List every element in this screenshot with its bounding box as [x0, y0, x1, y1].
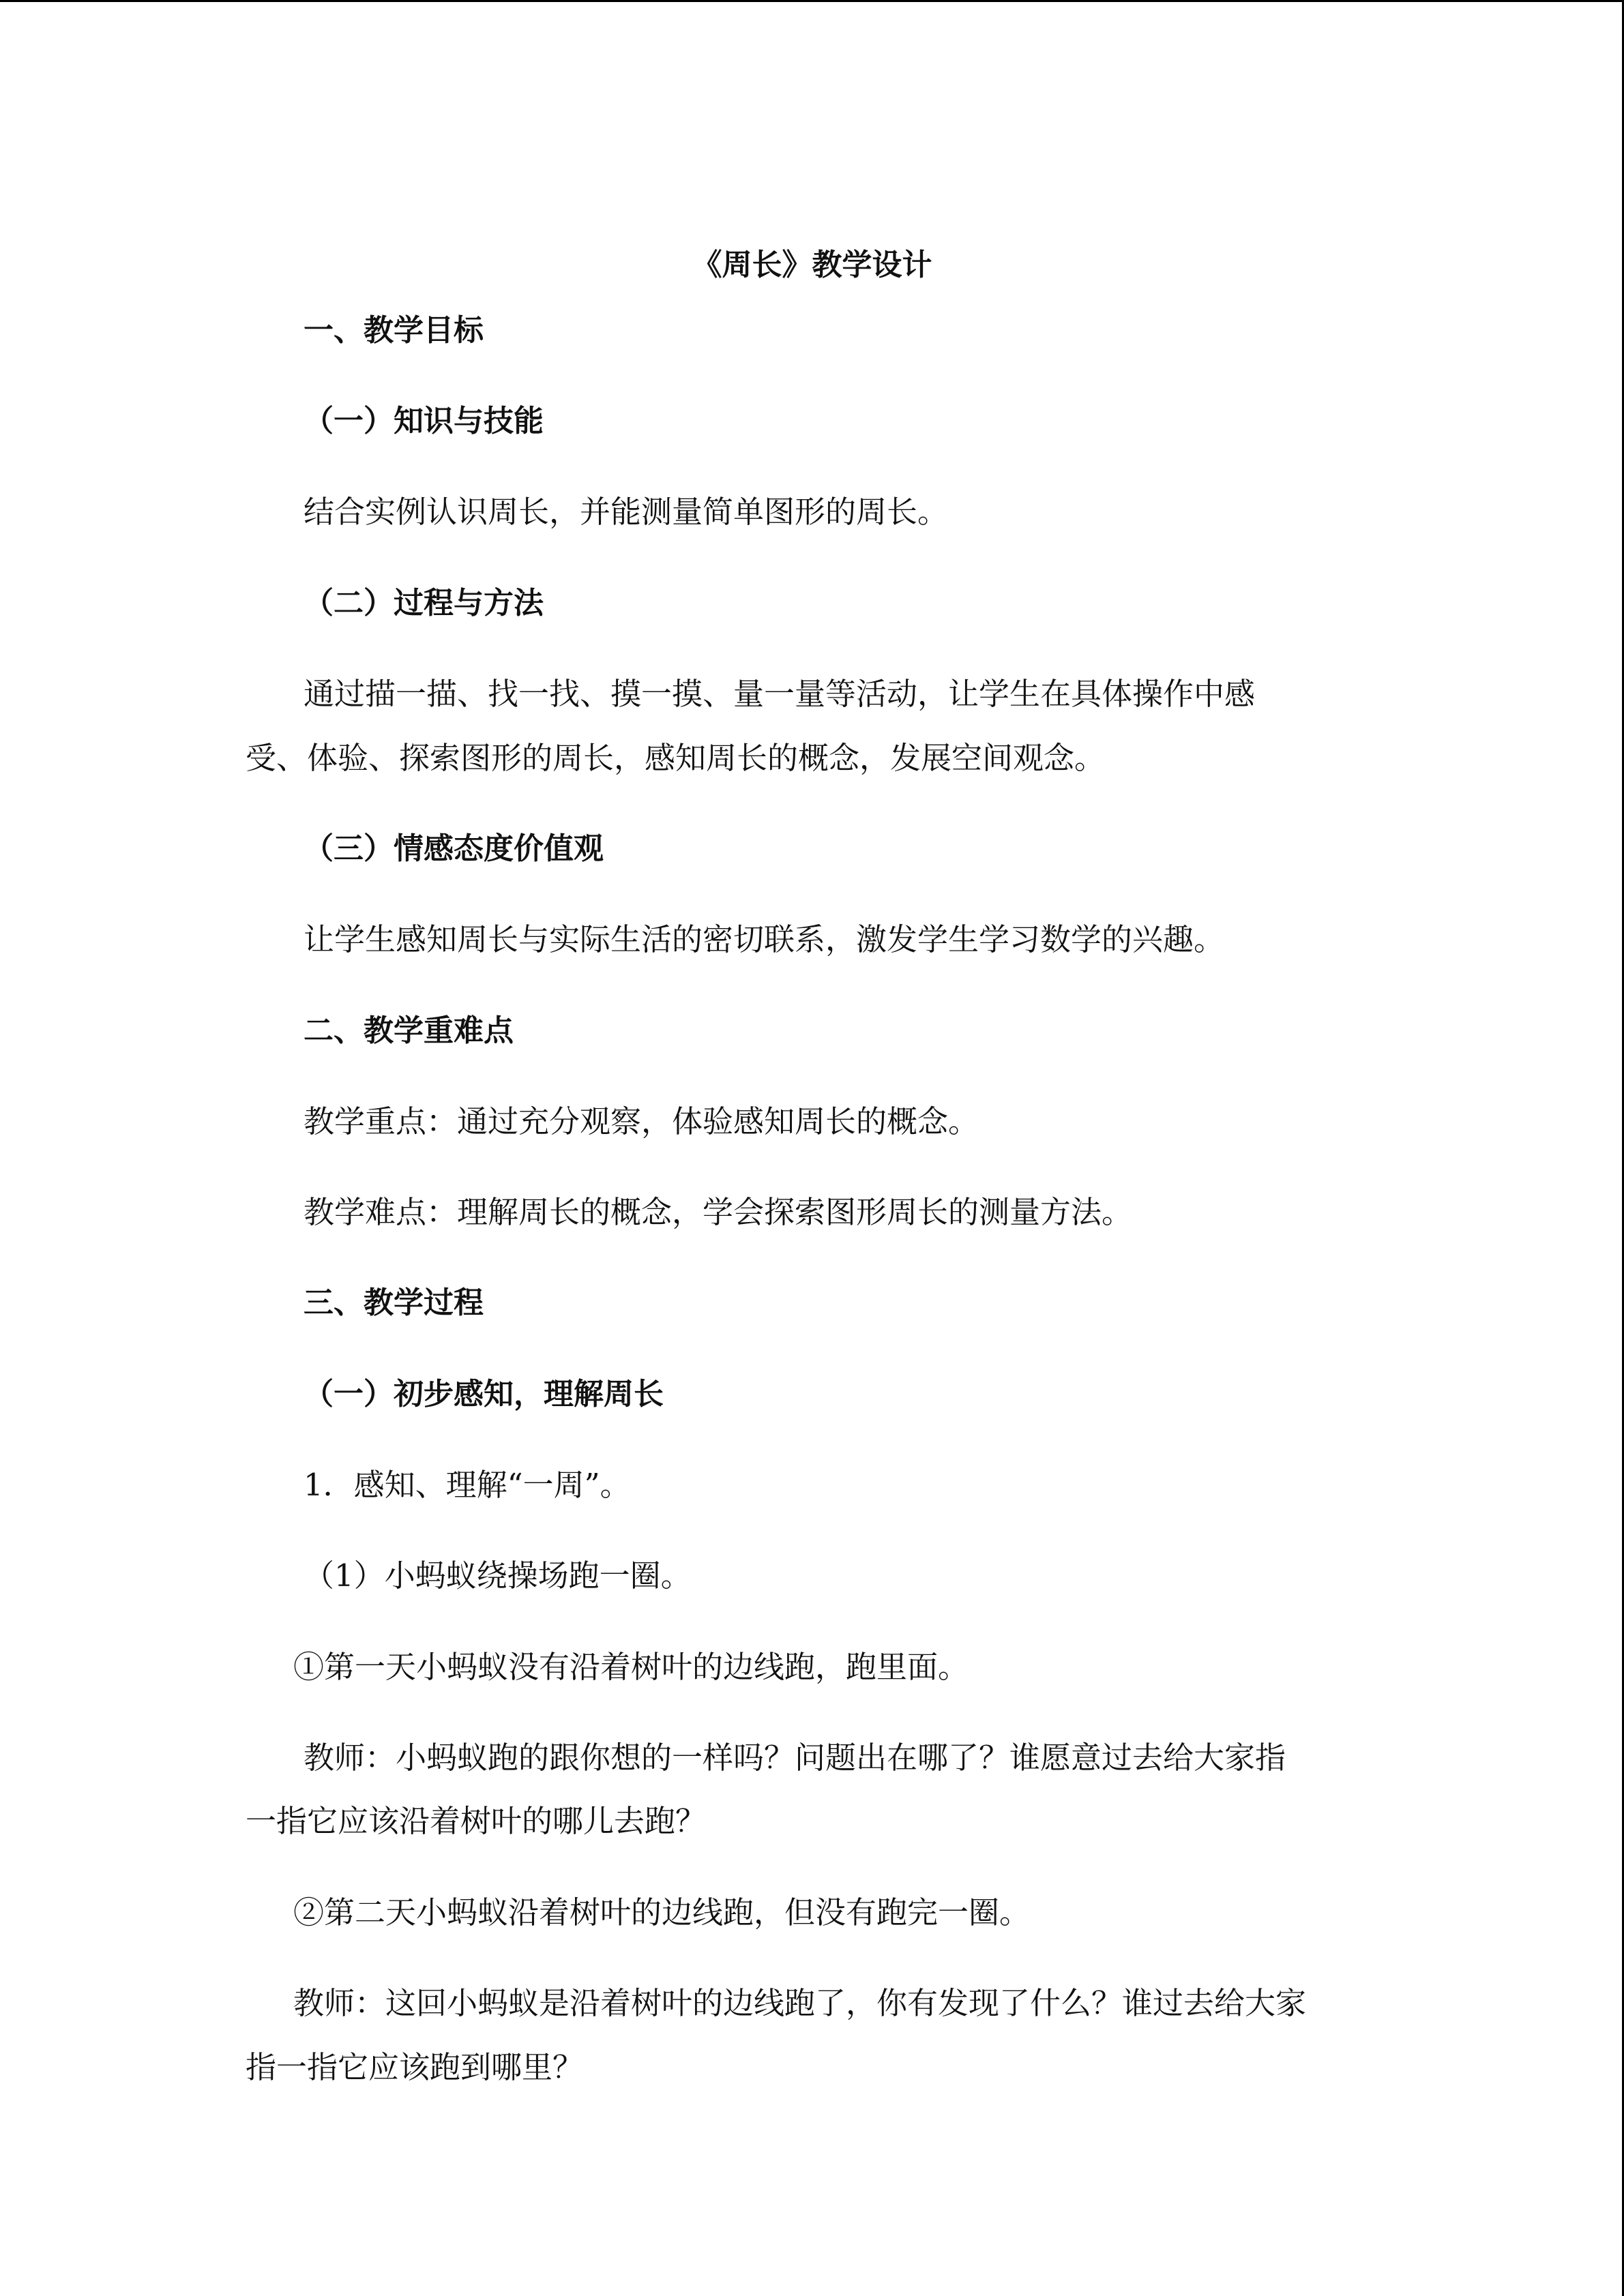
subheading-attitude-values: （三）情感态度价值观 — [304, 831, 604, 866]
list-item-1-1-a: ①第一天小蚂蚁没有沿着树叶的边线跑，跑里面。 — [293, 1649, 969, 1685]
list-item-1: 1．感知、理解“一周”。 — [304, 1467, 631, 1503]
paragraph-knowledge-skills: 结合实例认识周长，并能测量简单图形的周长。 — [304, 494, 949, 530]
subheading-knowledge-skills: （一）知识与技能 — [304, 404, 544, 438]
paragraph-difficult-point: 教学难点：理解周长的概念，学会探索图形周长的测量方法。 — [304, 1194, 1133, 1230]
paragraph-key-point: 教学重点：通过充分观察，体验感知周长的概念。 — [304, 1103, 979, 1139]
paragraph-teacher-question-1-line1: 教师：小蚂蚁跑的跟你想的一样吗？问题出在哪了？谁愿意过去给大家指 — [304, 1740, 1286, 1776]
document-title: 《周长》教学设计 — [692, 248, 932, 282]
section-heading-key-difficult-points: 二、教学重难点 — [304, 1013, 514, 1048]
paragraph-teacher-question-1-line2: 一指它应该沿着树叶的哪儿去跑？ — [246, 1803, 707, 1839]
section-heading-teaching-goals: 一、教学目标 — [304, 313, 484, 348]
subheading-initial-perception: （一）初步感知，理解周长 — [304, 1377, 664, 1412]
list-item-1-1-b: ②第二天小蚂蚁沿着树叶的边线跑，但没有跑完一圈。 — [293, 1894, 1031, 1930]
section-heading-teaching-process: 三、教学过程 — [304, 1285, 484, 1320]
paragraph-teacher-question-2-line1: 教师：这回小蚂蚁是沿着树叶的边线跑了，你有发现了什么？谁过去给大家 — [293, 1985, 1307, 2021]
paragraph-teacher-question-2-line2: 指一指它应该跑到哪里？ — [246, 2049, 584, 2085]
list-item-1-1: （1）小蚂蚁绕操场跑一圈。 — [304, 1557, 692, 1594]
paragraph-process-method-line2: 受、体验、探索图形的周长，感知周长的概念，发展空间观念。 — [246, 740, 1106, 776]
subheading-process-method: （二）过程与方法 — [304, 586, 544, 621]
paragraph-process-method-line1: 通过描一描、找一找、摸一摸、量一量等活动，让学生在具体操作中感 — [304, 676, 1256, 712]
paragraph-attitude-values: 让学生感知周长与实际生活的密切联系，激发学生学习数学的兴趣。 — [304, 921, 1225, 957]
